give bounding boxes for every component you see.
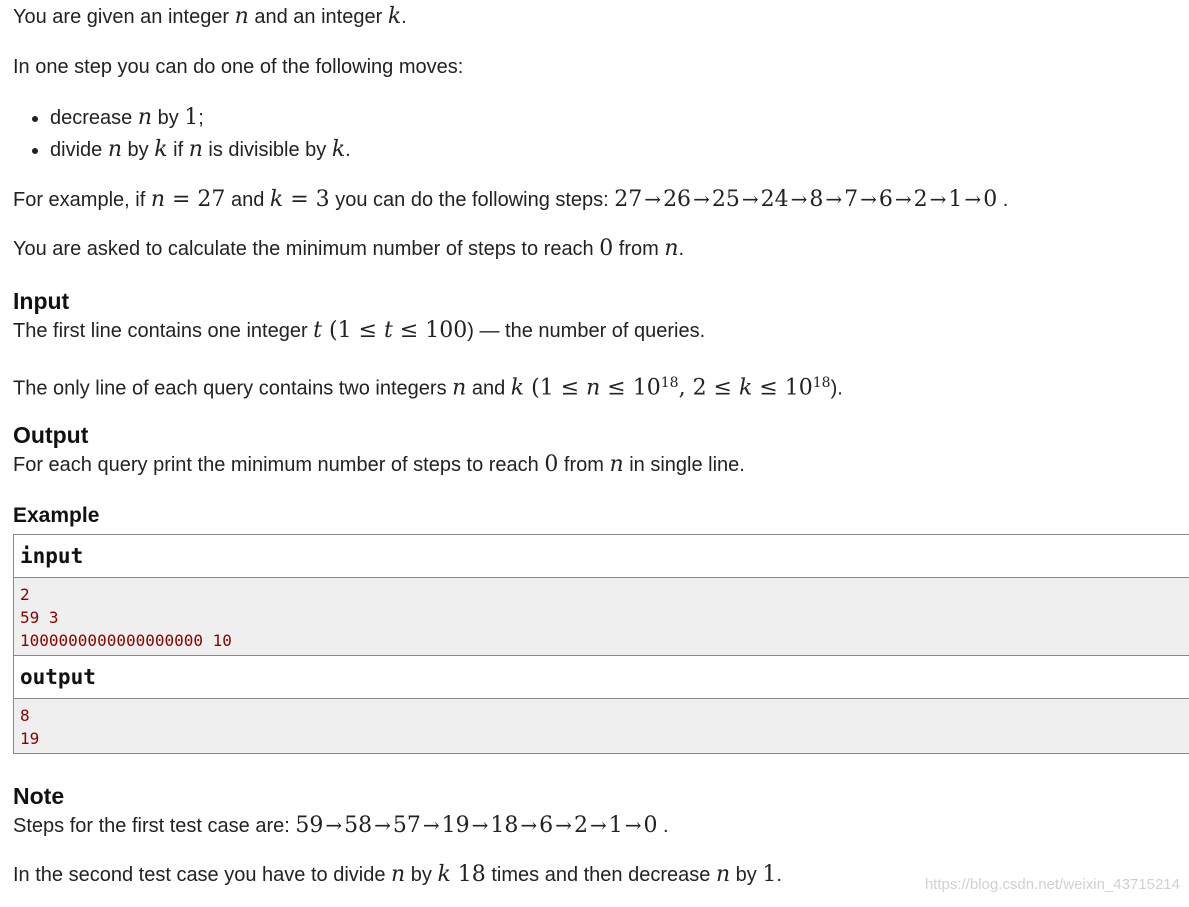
step-sequence [614, 187, 997, 212]
var-n: n [391, 862, 406, 887]
text: The only line of each query contains two integers [13, 377, 453, 400]
example-heading: Example [13, 504, 100, 527]
num: 100 [425, 318, 468, 343]
sample-output-label: output [14, 655, 1189, 699]
eq-k: = 3 [283, 187, 330, 212]
arrow: → [693, 187, 710, 211]
text: ( [524, 375, 540, 401]
text: by [121, 139, 155, 161]
step-value: 6 [878, 187, 893, 212]
var-k: k [437, 862, 451, 887]
text: For example, if [13, 189, 151, 211]
step-value: 27 [614, 187, 643, 212]
step-value: 18 [490, 813, 519, 838]
arrow: → [325, 813, 343, 837]
input-line-1 [13, 316, 705, 346]
step-value: 19 [441, 813, 470, 838]
num: 2 [692, 375, 707, 401]
intro-line [13, 2, 407, 32]
arrow: → [422, 813, 440, 837]
sample-input-line: 1000000000000000000 10 [20, 631, 232, 650]
var-n: n [137, 105, 153, 130]
var-k: k [331, 137, 346, 162]
var-n: n [107, 137, 122, 162]
text: . [678, 238, 685, 260]
text: ). [830, 377, 843, 400]
step-value: 26 [663, 187, 692, 212]
num: 0 [544, 452, 559, 477]
sample-input-line: 59 3 [20, 608, 59, 627]
var-t: t [384, 318, 393, 343]
watermark: https://blog.csdn.net/weixin_43715214 [924, 876, 1180, 893]
text: if [167, 139, 189, 161]
text: The first line contains one integer [13, 320, 314, 342]
arrow: → [374, 813, 391, 837]
exponent: 18 [812, 375, 831, 391]
num: 10 [632, 375, 661, 401]
text: in single line. [623, 454, 745, 476]
sample-input-body[interactable] [14, 578, 1189, 655]
example-section [13, 503, 1189, 754]
step-value: 7 [844, 187, 859, 212]
step-value: 25 [711, 187, 740, 212]
text: you can do the following steps: [329, 189, 615, 211]
text: You are given an integer [13, 6, 235, 28]
text: from [613, 238, 665, 260]
text: You are asked to calculate the minimum number of steps to reach [13, 238, 600, 260]
text: and [225, 189, 270, 211]
num: 1 [762, 862, 777, 887]
le-sign: ≤ [752, 375, 785, 401]
step-value: 59 [295, 813, 324, 838]
sample-input-label: input [14, 535, 1189, 578]
text: divide [50, 139, 108, 161]
var-n: n [664, 236, 679, 261]
text: For each query print the minimum number of steps to reach [13, 454, 545, 476]
text: and [466, 377, 511, 400]
text: In the second test case you have to divide [13, 864, 392, 886]
sample-output-body[interactable] [14, 699, 1189, 753]
step-value: 24 [760, 187, 789, 212]
text: from [558, 454, 610, 476]
goal-line [13, 234, 684, 264]
arrow: → [790, 187, 808, 211]
num: 1 [184, 105, 199, 130]
var-n: n [150, 187, 165, 212]
text: . [997, 189, 1009, 211]
sample-output-line: 19 [20, 729, 40, 748]
arrow: → [555, 813, 572, 837]
text: by [152, 107, 185, 129]
text: ; [198, 107, 204, 129]
text: . [345, 139, 351, 161]
example-line [13, 184, 1008, 215]
step-value: 8 [809, 187, 824, 212]
le-sign: ≤ [600, 375, 633, 401]
var-n: n [188, 137, 203, 162]
arrow: → [589, 813, 607, 837]
text: . [776, 864, 782, 886]
text: by [405, 864, 438, 886]
var-k: k [738, 375, 753, 401]
step-value: 2 [913, 187, 928, 212]
sample-input-line: 2 [20, 585, 30, 604]
step-value: 0 [983, 187, 998, 212]
var-n: n [609, 452, 624, 477]
step-value: 58 [344, 813, 373, 838]
var-n: n [234, 4, 249, 29]
arrow: → [825, 187, 843, 211]
var-n: n [452, 375, 467, 401]
input-heading: Input [13, 288, 70, 314]
moves-list [13, 102, 351, 166]
arrow: → [741, 187, 759, 211]
step-sequence [295, 813, 657, 838]
le-sign: ≤ [351, 318, 385, 343]
var-t: t [313, 318, 323, 343]
step-value: 2 [573, 813, 588, 838]
text: times and then decrease [485, 864, 716, 886]
eq-n: = 27 [165, 187, 226, 212]
arrow: → [964, 187, 982, 211]
exponent: 18 [660, 375, 679, 391]
var-k: k [387, 4, 402, 29]
le-sign: ≤ [706, 375, 739, 401]
text: ) — the number of queries. [467, 320, 706, 342]
var-n: n [715, 862, 731, 887]
arrow: → [894, 187, 912, 211]
text: , [678, 375, 693, 401]
num: 1 [539, 375, 554, 401]
arrow: → [860, 187, 877, 211]
num: 1 [337, 318, 352, 343]
text: . [401, 6, 407, 28]
move-decrease [50, 102, 351, 134]
var-k: k [510, 375, 525, 401]
moves-intro: In one step you can do one of the following moves: [13, 56, 464, 78]
text: is divisible by [202, 139, 332, 161]
input-line-2 [13, 368, 843, 404]
note-line-2 [13, 860, 782, 890]
sample-box [13, 534, 1189, 754]
step-value: 6 [539, 813, 554, 838]
text: Steps for the first test case are: [13, 815, 296, 837]
le-sign: ≤ [553, 375, 587, 401]
text: decrease [50, 107, 138, 129]
num: 0 [599, 236, 614, 261]
arrow: → [520, 813, 538, 837]
arrow: → [929, 187, 947, 211]
var-k: k [269, 187, 284, 212]
le-sign: ≤ [392, 318, 426, 343]
var-k: k [154, 137, 168, 162]
note-heading: Note [13, 783, 65, 809]
note-line-1 [13, 810, 669, 841]
num: 10 [784, 375, 813, 401]
sample-output-line: 8 [20, 706, 30, 725]
arrow: → [624, 813, 642, 837]
text: by [730, 864, 763, 886]
step-value: 1 [948, 187, 963, 212]
move-divide [50, 134, 351, 166]
arrow: → [471, 813, 489, 837]
output-heading: Output [13, 422, 89, 448]
text: . [657, 815, 669, 837]
arrow: → [644, 187, 662, 211]
step-value: 1 [608, 813, 623, 838]
text: and an integer [248, 6, 388, 28]
text: ( [322, 318, 338, 343]
step-value: 57 [392, 813, 421, 838]
num: 18 [450, 862, 486, 887]
output-line [13, 450, 745, 480]
var-n: n [586, 375, 601, 401]
step-value: 0 [643, 813, 658, 838]
